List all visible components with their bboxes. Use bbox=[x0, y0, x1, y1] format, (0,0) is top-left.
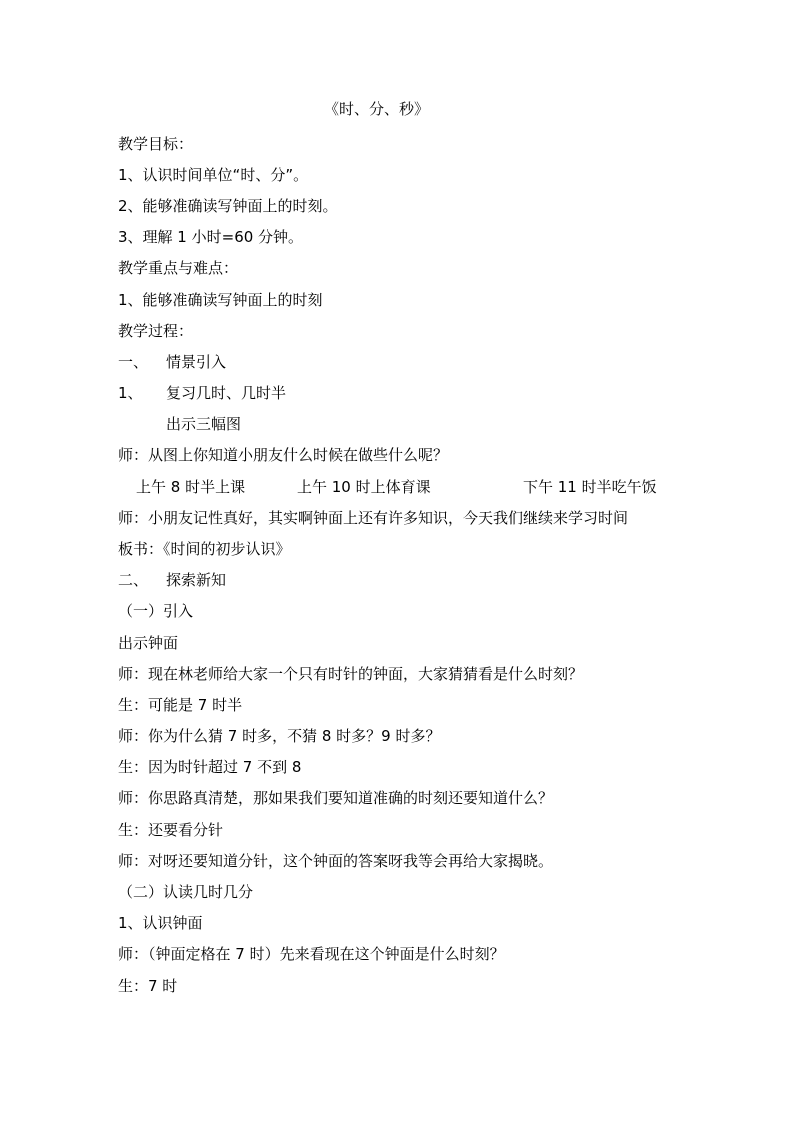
text-line: 教学过程： bbox=[118, 322, 194, 340]
text-line: 生：可能是 7 时半 bbox=[118, 696, 243, 714]
text-line: 师：现在林老师给大家一个只有时针的钟面，大家猜猜看是什么时刻？ bbox=[118, 665, 584, 683]
picture-caption: 上午 10 时上体育课 bbox=[297, 478, 431, 496]
text-line: 1、认识时间单位“时、分”。 bbox=[118, 166, 309, 184]
section-label: 情景引入 bbox=[166, 353, 227, 371]
section-number: 二、 bbox=[118, 571, 149, 589]
section-number: 一、 bbox=[118, 353, 149, 371]
text-line: 板书：《时间的初步认识》 bbox=[118, 540, 291, 558]
item-label: 复习几时、几时半 bbox=[166, 384, 287, 402]
picture-caption: 下午 11 时半吃午饭 bbox=[523, 478, 657, 496]
text-line: 出示三幅图 bbox=[166, 415, 242, 433]
text-line: 师：小朋友记性真好，其实啊钟面上还有许多知识，今天我们继续来学习时间 bbox=[118, 509, 629, 527]
text-line: 师：对呀还要知道分针，这个钟面的答案呀我等会再给大家揭晓。 bbox=[118, 852, 554, 870]
text-line: 2、能够准确读写钟面上的时刻。 bbox=[118, 197, 338, 215]
text-line: 教学目标： bbox=[118, 135, 194, 153]
text-line: （一）引入 bbox=[118, 602, 194, 620]
list-item bbox=[118, 383, 286, 403]
document-title: 《时、分、秒》 bbox=[323, 100, 429, 118]
text-line: 师：你思路真清楚，那如果我们要知道准确的时刻还要知道什么？ bbox=[118, 789, 554, 807]
text-line: 师：你为什么猜 7 时多，不猜 8 时多？9 时多？ bbox=[118, 727, 441, 745]
text-line: （二）认读几时几分 bbox=[118, 883, 254, 901]
text-line: 师：（钟面定格在 7 时）先来看现在这个钟面是什么时刻？ bbox=[118, 945, 505, 963]
text-line: 生：7 时 bbox=[118, 977, 178, 995]
text-line: 生：还要看分针 bbox=[118, 821, 224, 839]
section-heading bbox=[118, 352, 226, 372]
text-line: 1、认识钟面 bbox=[118, 914, 203, 932]
text-line: 师：从图上你知道小朋友什么时候在做些什么呢？ bbox=[118, 446, 449, 464]
item-number: 1、 bbox=[118, 384, 143, 402]
text-line: 出示钟面 bbox=[118, 634, 179, 652]
text-line: 3、理解 1 小时=60 分钟。 bbox=[118, 228, 304, 246]
section-heading bbox=[118, 570, 226, 590]
text-line: 生：因为时针超过 7 不到 8 bbox=[118, 758, 302, 776]
text-line: 1、能够准确读写钟面上的时刻 bbox=[118, 291, 323, 309]
text-line: 教学重点与难点： bbox=[118, 259, 239, 277]
section-label: 探索新知 bbox=[166, 571, 227, 589]
picture-caption: 上午 8 时半上课 bbox=[136, 478, 246, 496]
